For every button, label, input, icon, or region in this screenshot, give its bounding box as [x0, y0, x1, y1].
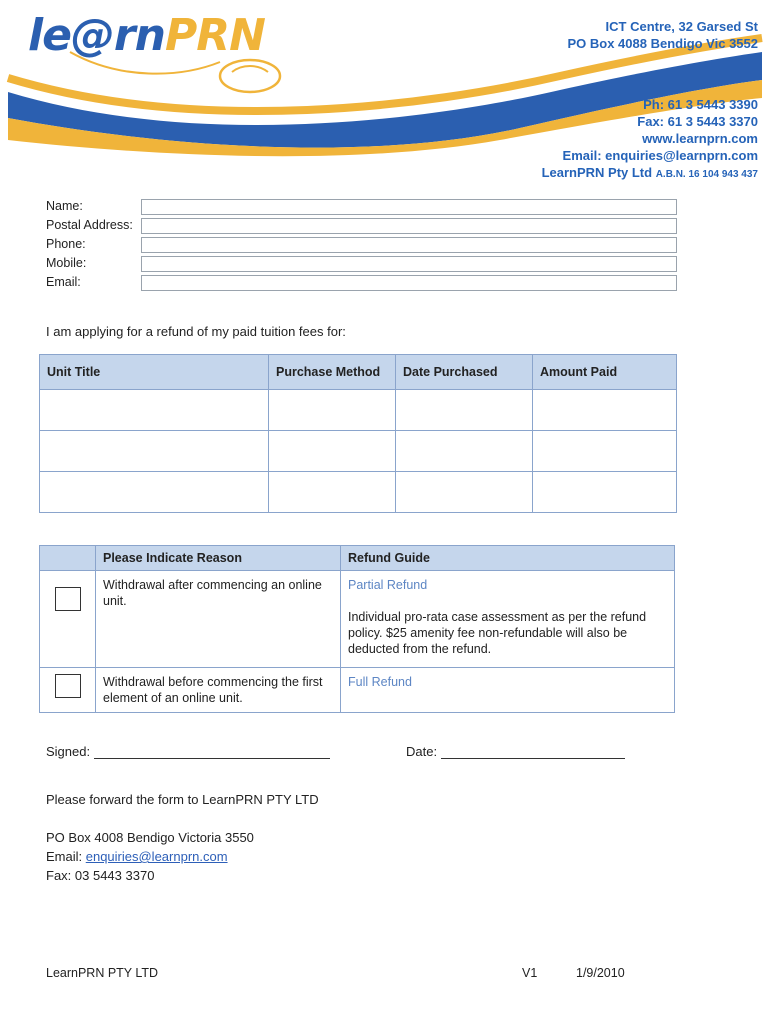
- phone-label: Phone:: [46, 237, 86, 251]
- checkbox-cell: [40, 668, 96, 713]
- address-line-2: PO Box 4088 Bendigo Vic 3552: [567, 36, 758, 51]
- signed-row: [46, 743, 330, 759]
- footer-version: V1: [522, 966, 538, 980]
- postal-address-label: Postal Address:: [46, 218, 133, 232]
- forward-text: Please forward the form to LearnPRN PTY LTD: [46, 792, 319, 807]
- contact-fax: Fax: 03 5443 3370: [46, 868, 155, 883]
- reasons-table: [39, 545, 675, 713]
- col-amount-paid: Amount Paid: [533, 355, 677, 390]
- units-table: [39, 354, 677, 513]
- partial-refund-checkbox[interactable]: [55, 587, 81, 611]
- signature-line[interactable]: [94, 743, 330, 759]
- table-row: [40, 668, 675, 713]
- signed-label: Signed:: [46, 744, 91, 759]
- table-row: [40, 472, 677, 513]
- partial-refund-title: Partial Refund: [348, 578, 428, 592]
- reason-text: Withdrawal before commencing the first element of an online unit.: [96, 668, 341, 713]
- date-purchased-cell[interactable]: [396, 390, 533, 431]
- logo-learn: le@rn: [28, 10, 165, 61]
- unit-title-cell[interactable]: [40, 431, 269, 472]
- table-row: [40, 571, 675, 668]
- col-date-purchased: Date Purchased: [396, 355, 533, 390]
- header-website[interactable]: www.learnprn.com: [642, 131, 758, 146]
- postal-address-field[interactable]: [141, 218, 677, 234]
- refund-guide-cell: [341, 571, 675, 668]
- address-line-1: ICT Centre, 32 Garsed St: [605, 19, 758, 34]
- abn: A.B.N. 16 104 943 437: [655, 169, 758, 180]
- intro-text: I am applying for a refund of my paid tuition fees for:: [46, 324, 346, 339]
- amount-paid-cell[interactable]: [533, 431, 677, 472]
- amount-paid-cell[interactable]: [533, 472, 677, 513]
- company-name: LearnPRN Pty Ltd: [541, 165, 653, 180]
- email-label: Email:: [46, 275, 81, 289]
- reason-text: Withdrawal after commencing an online unit.: [96, 571, 341, 668]
- unit-title-cell[interactable]: [40, 472, 269, 513]
- date-label: Date:: [406, 744, 438, 759]
- name-label: Name:: [46, 199, 83, 213]
- contact-email-label: Email:: [46, 849, 86, 864]
- purchase-method-cell[interactable]: [269, 472, 396, 513]
- phone-field[interactable]: [141, 237, 677, 253]
- date-purchased-cell[interactable]: [396, 472, 533, 513]
- email-field[interactable]: [141, 275, 677, 291]
- unit-title-cell[interactable]: [40, 390, 269, 431]
- letterhead: [0, 0, 770, 185]
- checkbox-header: [40, 546, 96, 571]
- footer-company: LearnPRN PTY LTD: [46, 966, 159, 980]
- date-purchased-cell[interactable]: [396, 431, 533, 472]
- partial-refund-text: Individual pro-rata case assessment as per the refund policy. $25 amenity fee non-refundable will also be deducted from the refund.: [348, 610, 647, 656]
- table-row: [40, 390, 677, 431]
- col-purchase-method: Purchase Method: [269, 355, 396, 390]
- date-row: [406, 743, 625, 759]
- full-refund-checkbox[interactable]: [55, 674, 81, 698]
- logo-prn: PRN: [164, 10, 265, 61]
- contact-block: [542, 96, 758, 183]
- header-fax: Fax: 61 3 5443 3370: [637, 114, 758, 129]
- col-refund-guide: Refund Guide: [341, 546, 675, 571]
- date-line[interactable]: [441, 743, 625, 759]
- purchase-method-cell[interactable]: [269, 390, 396, 431]
- footer-date: 1/9/2010: [576, 966, 625, 980]
- contact-email-row: [46, 849, 228, 864]
- contact-email-link[interactable]: enquiries@learnprn.com: [85, 849, 228, 864]
- full-refund-title: Full Refund: [348, 675, 412, 689]
- mobile-label: Mobile:: [46, 256, 87, 270]
- header-phone: Ph: 61 3 5443 3390: [643, 97, 758, 112]
- company-logo: [28, 10, 265, 61]
- name-field[interactable]: [141, 199, 677, 215]
- contact-po-box: PO Box 4008 Bendigo Victoria 3550: [46, 830, 254, 845]
- col-reason: Please Indicate Reason: [96, 546, 341, 571]
- purchase-method-cell[interactable]: [269, 431, 396, 472]
- mouse-icon: [220, 60, 280, 92]
- street-address: [567, 18, 758, 52]
- checkbox-cell: [40, 571, 96, 668]
- col-unit-title: Unit Title: [40, 355, 269, 390]
- mobile-field[interactable]: [141, 256, 677, 272]
- header-email[interactable]: Email: enquiries@learnprn.com: [562, 148, 758, 163]
- company-abn-line: [542, 164, 758, 183]
- table-row: [40, 431, 677, 472]
- amount-paid-cell[interactable]: [533, 390, 677, 431]
- refund-guide-cell: [341, 668, 675, 713]
